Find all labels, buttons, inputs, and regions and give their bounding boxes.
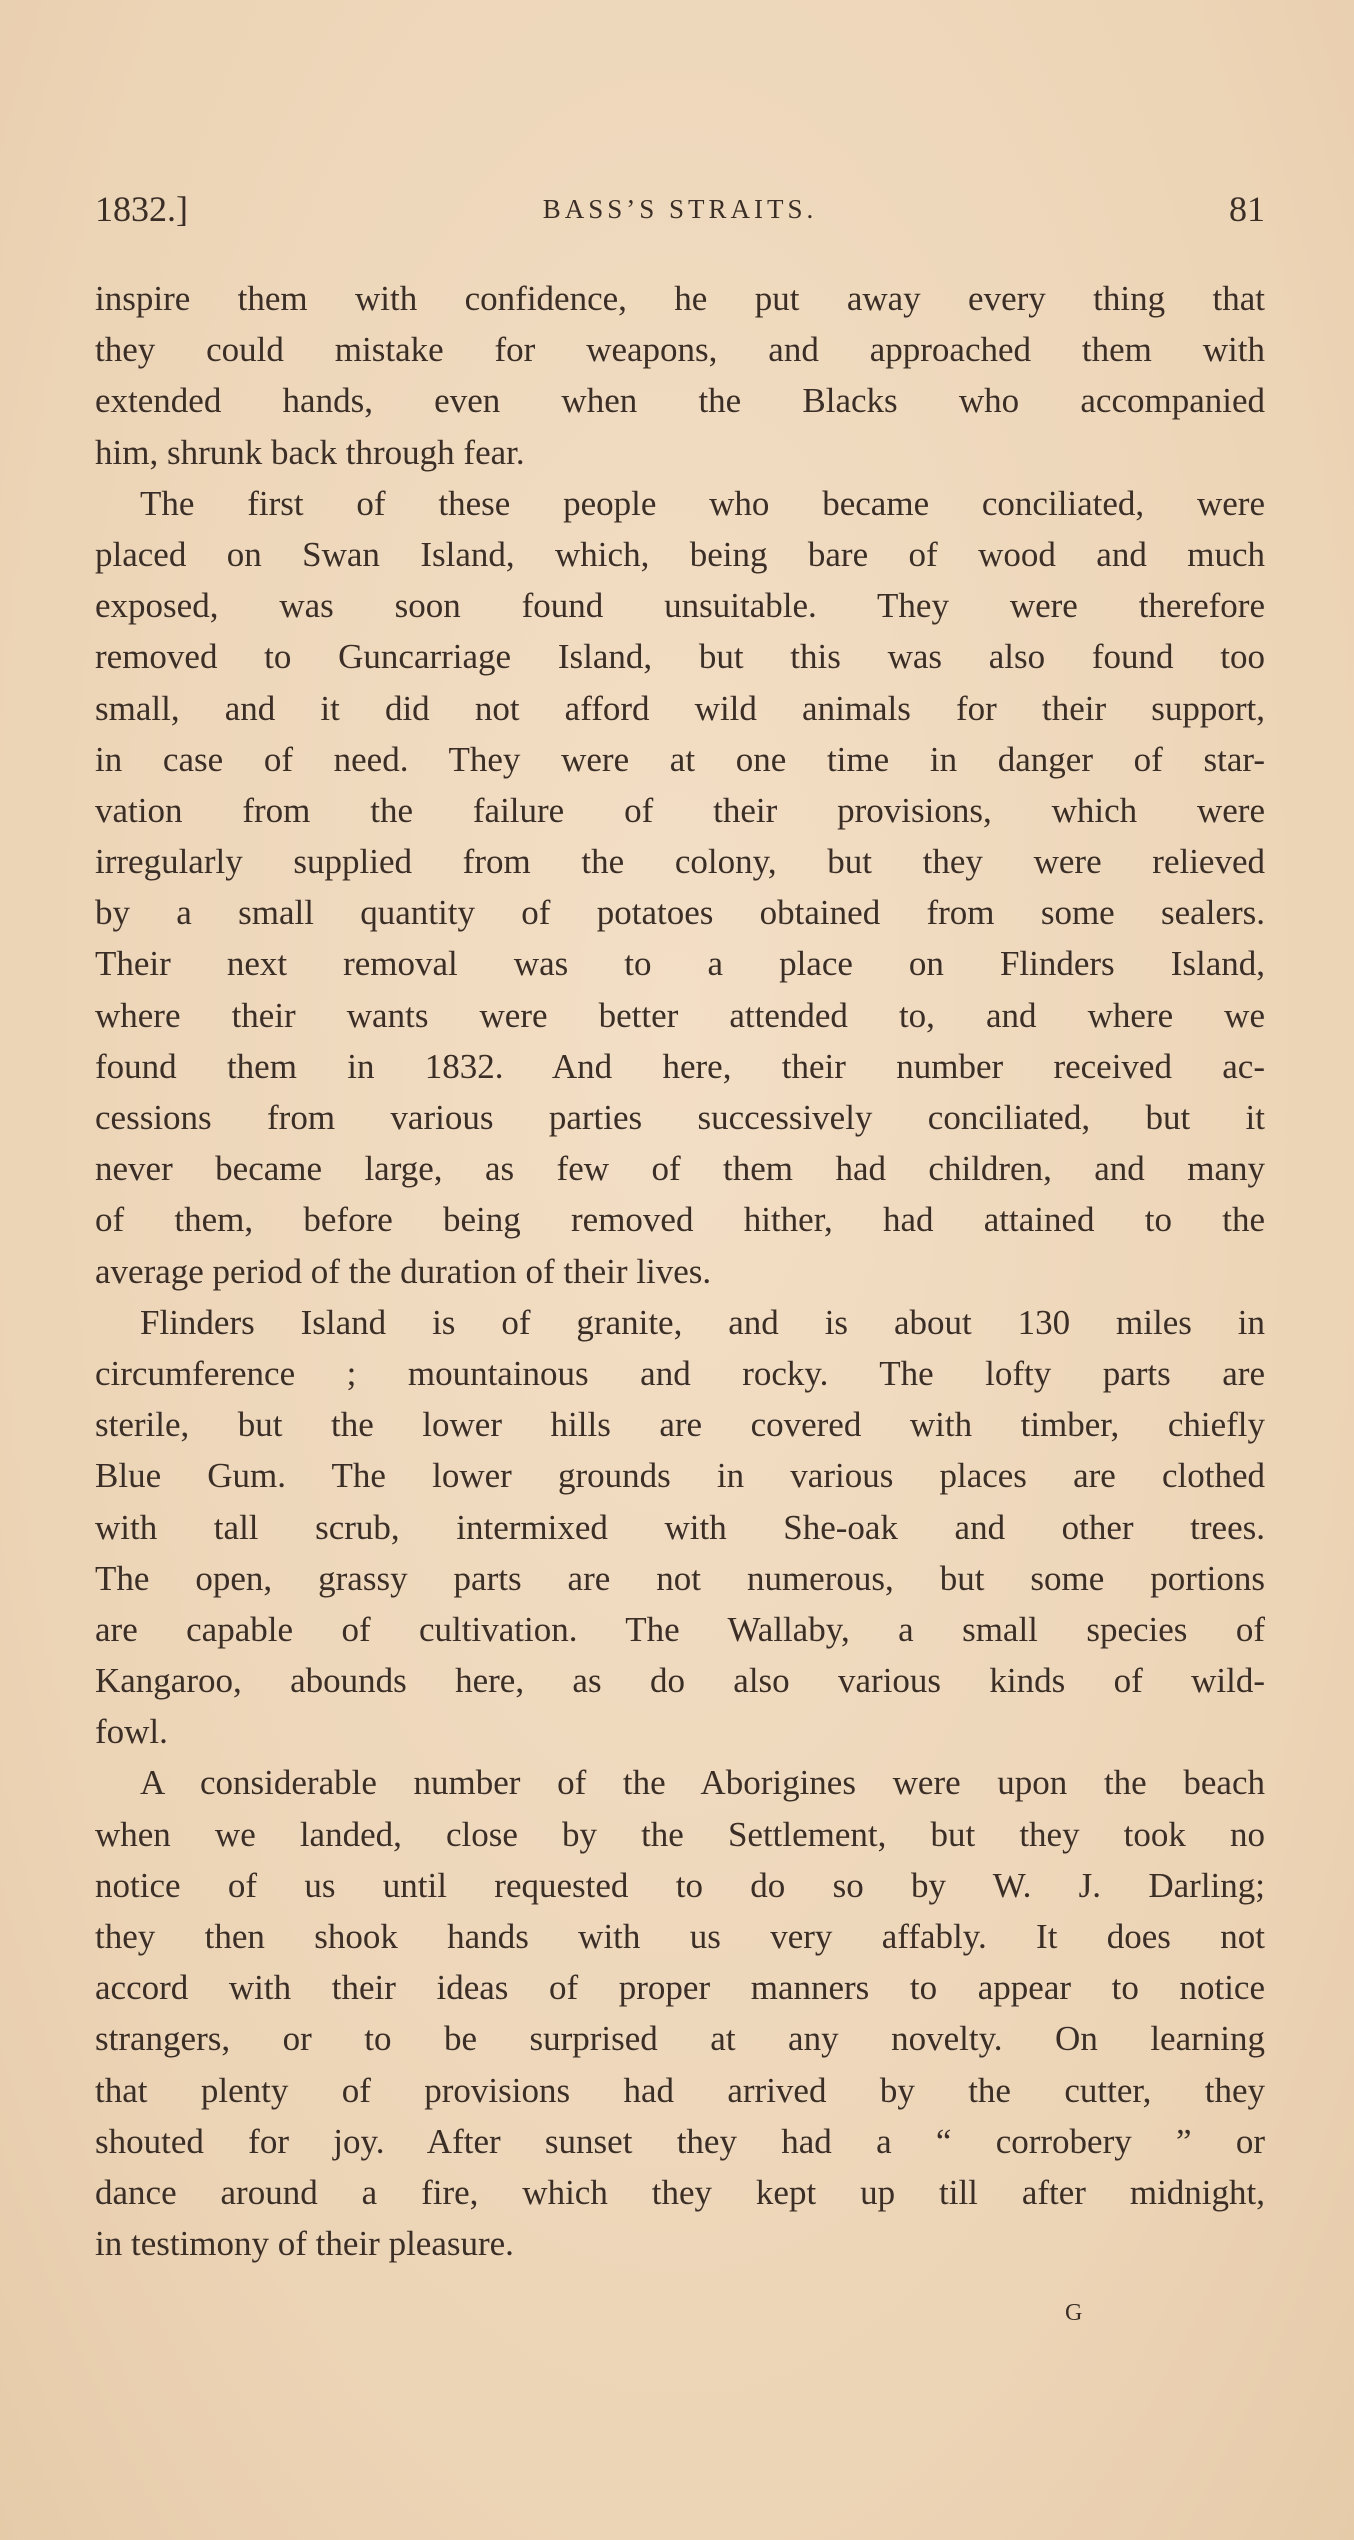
- text-line: that plenty of provisions had arrived by the cutter, they: [95, 2070, 1265, 2110]
- text-line: removed to Guncarriage Island, but this was also found too: [95, 637, 1265, 677]
- text-line: average period of the duration of their lives.: [95, 1251, 712, 1291]
- text-line: placed on Swan Island, which, being bare of wood and much: [95, 534, 1265, 574]
- text-line: never became large, as few of them had children, and many: [95, 1149, 1265, 1189]
- text-line: strangers, or to be surprised at any novelty. On learning: [95, 2019, 1265, 2059]
- signature-mark: G: [1065, 2300, 1085, 2326]
- text-line: in case of need. They were at one time in danger of star-: [95, 739, 1265, 779]
- text-line: accord with their ideas of proper manners to appear to notice: [95, 1968, 1265, 2008]
- text-line: they then shook hands with us very affably. It does not: [95, 1917, 1265, 1956]
- text-line: small, and it did not afford wild animals for their support,: [95, 688, 1265, 728]
- text-line: Blue Gum. The lower grounds in various places are clothed: [95, 1456, 1265, 1496]
- text-line: fowl.: [95, 1712, 168, 1752]
- text-line: cessions from various parties successively conciliated, but it: [95, 1098, 1265, 1137]
- running-head-title: BASS’S STRAITS.: [542, 194, 818, 224]
- text-line: with tall scrub, intermixed with She-oak and other trees.: [95, 1507, 1265, 1547]
- text-line: him, shrunk back through fear.: [95, 432, 525, 472]
- text-line: exposed, was soon found unsuitable. They were therefore: [95, 586, 1265, 626]
- text-line: Flinders Island is of granite, and is about 130 miles in: [140, 1302, 1265, 1342]
- text-line: dance around a fire, which they kept up till after midnight,: [95, 2172, 1265, 2212]
- running-head-year: 1832.]: [95, 189, 188, 229]
- text-line: of them, before being removed hither, had attained to the: [95, 1200, 1265, 1240]
- text-line: The open, grassy parts are not numerous, but some portions: [95, 1558, 1265, 1598]
- text-line: irregularly supplied from the colony, but they were relieved: [95, 842, 1265, 882]
- text-line: are capable of cultivation. The Wallaby, a small species of: [95, 1609, 1265, 1649]
- text-line: extended hands, even when the Blacks who accompanied: [95, 381, 1265, 421]
- text-line: in testimony of their pleasure.: [95, 2224, 514, 2264]
- text-line: Kangaroo, abounds here, as do also various kinds of wild-: [95, 1661, 1265, 1701]
- text-line: circumference ; mountainous and rocky. The lofty parts are: [95, 1353, 1265, 1393]
- text-line: A considerable number of the Aborigines were upon the beach: [140, 1763, 1265, 1803]
- text-line: found them in 1832. And here, their number received ac-: [95, 1046, 1265, 1086]
- text-line: notice of us until requested to do so by W. J. Darling;: [95, 1865, 1265, 1905]
- text-line: where their wants were better attended to, and where we: [95, 995, 1265, 1035]
- text-line: they could mistake for weapons, and approached them with: [95, 330, 1265, 370]
- text-line: sterile, but the lower hills are covered with timber, chiefly: [95, 1405, 1265, 1445]
- text-line: vation from the failure of their provisions, which were: [95, 790, 1265, 830]
- body-text: [95, 273, 1265, 2269]
- text-line: Their next removal was to a place on Flinders Island,: [95, 944, 1265, 984]
- text-line: The first of these people who became conciliated, were: [140, 483, 1265, 523]
- text-line: by a small quantity of potatoes obtained from some sealers.: [95, 893, 1265, 933]
- text-line: inspire them with confidence, he put away every thing that: [95, 279, 1265, 318]
- text-line: shouted for joy. After sunset they had a “ corrobery ” or: [95, 2121, 1265, 2161]
- running-head: [95, 188, 1265, 238]
- page-number: 81: [1229, 189, 1265, 229]
- text-line: when we landed, close by the Settlement, but they took no: [95, 1814, 1265, 1854]
